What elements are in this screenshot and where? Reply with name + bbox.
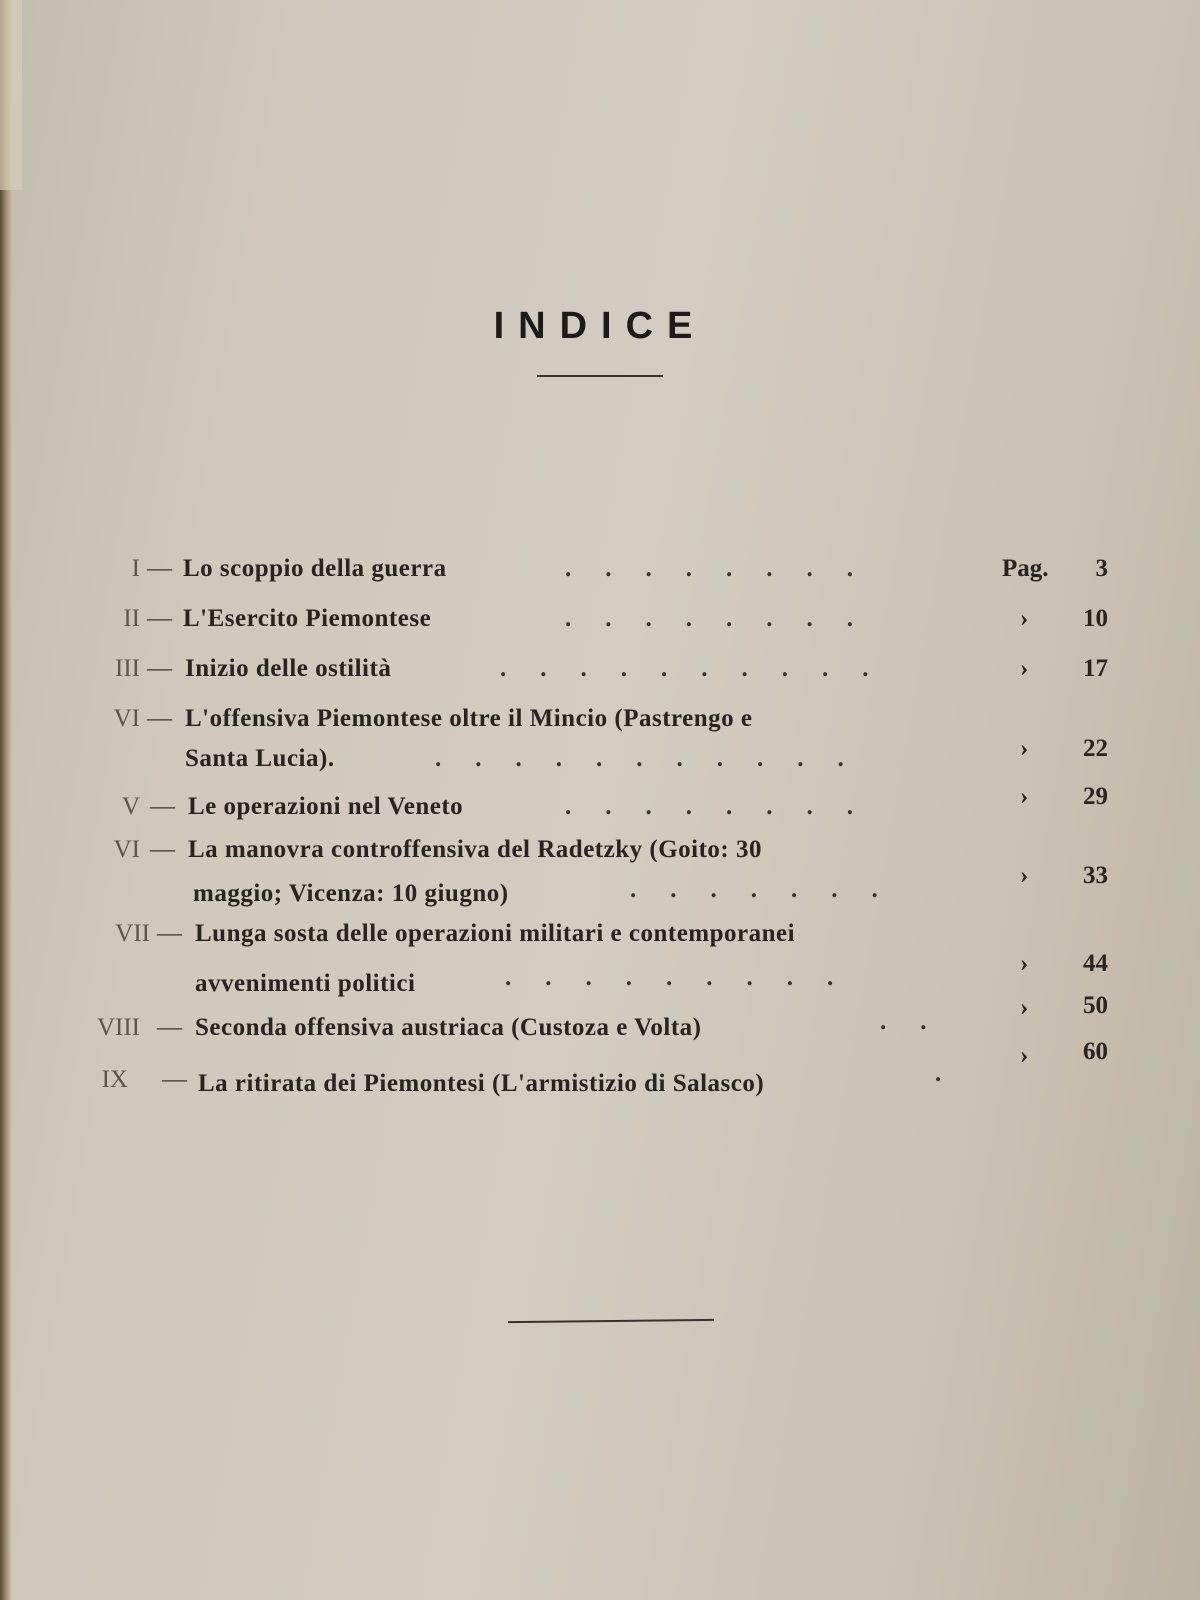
chapter-title-continued: maggio; Vicenza: 10 giugno)	[193, 880, 509, 907]
leader-dots: .......	[630, 876, 912, 903]
separator-dash: —	[162, 1066, 187, 1093]
leader-dots: ...........	[435, 745, 878, 772]
page-number: 10	[1083, 605, 1108, 632]
separator-dash: —	[150, 836, 175, 863]
ditto-mark: ›	[1020, 950, 1029, 977]
page-number: 33	[1083, 862, 1108, 889]
leader-dots: ........	[565, 793, 887, 820]
ditto-mark: ›	[1020, 655, 1029, 682]
leader-dots: ..........	[500, 655, 903, 682]
separator-dash: —	[147, 555, 172, 582]
ditto-mark: ›	[1020, 735, 1029, 762]
chapter-title: La ritirata dei Piemontesi (L'armistizio di Salasco)	[198, 1070, 765, 1097]
leader-dots: ........	[565, 605, 887, 632]
chapter-numeral: V	[121, 793, 140, 820]
leader-dots: .	[935, 1060, 976, 1087]
chapter-title-continued: avvenimenti politici	[195, 970, 416, 997]
chapter-title-continued: Santa Lucia).	[185, 745, 335, 772]
chapter-numeral: VIII	[96, 1014, 140, 1041]
page-title: INDICE	[493, 305, 707, 347]
chapter-numeral: I	[131, 555, 140, 582]
page-number: 50	[1083, 992, 1108, 1019]
leader-dots: ........	[565, 555, 887, 582]
page-number: 3	[1095, 555, 1108, 582]
book-binding-edge	[0, 0, 12, 1600]
page-number: 29	[1083, 783, 1108, 810]
chapter-title: Lo scoppio della guerra	[183, 555, 447, 582]
ditto-mark: ›	[1020, 994, 1029, 1021]
chapter-numeral: IX	[101, 1066, 128, 1093]
chapter-numeral: VII	[115, 920, 150, 947]
chapter-title: Le operazioni nel Veneto	[188, 793, 464, 820]
page-number: 17	[1083, 655, 1108, 682]
chapter-numeral: III	[115, 655, 140, 682]
separator-dash: —	[157, 1014, 182, 1041]
chapter-title: L'offensiva Piemontese oltre il Mincio (Pastrengo e	[185, 705, 753, 732]
chapter-title: Inizio delle ostilità	[185, 655, 392, 682]
chapter-title: Lunga sosta delle operazioni militari e contemporanei	[195, 920, 796, 947]
previous-page-edge	[0, 0, 22, 190]
chapter-title: Seconda offensiva austriaca (Custoza e Volta)	[195, 1014, 702, 1041]
separator-dash: —	[157, 920, 182, 947]
separator-dash: —	[150, 793, 175, 820]
leader-dots: ..	[880, 1008, 961, 1035]
chapter-title: La manovra controffensiva del Radetzky (Goito: 30	[188, 836, 762, 863]
ditto-mark: ›	[1020, 783, 1029, 810]
ditto-mark: ›	[1020, 862, 1029, 889]
separator-dash: —	[147, 705, 172, 732]
ditto-mark: ›	[1020, 1042, 1029, 1069]
leader-dots: .........	[505, 964, 868, 991]
title-rule	[537, 375, 663, 377]
separator-dash: —	[147, 655, 172, 682]
page-number: 22	[1083, 735, 1108, 762]
chapter-title: L'Esercito Piemontese	[183, 605, 432, 632]
chapter-numeral: VI	[113, 705, 140, 732]
chapter-numeral: VI	[113, 836, 140, 863]
separator-dash: —	[147, 605, 172, 632]
page-number: 60	[1083, 1038, 1108, 1065]
chapter-numeral: II	[123, 605, 140, 632]
end-rule	[508, 1319, 714, 1323]
page-label: Pag.	[1002, 555, 1049, 582]
ditto-mark: ›	[1020, 605, 1029, 632]
page-number: 44	[1083, 950, 1108, 977]
